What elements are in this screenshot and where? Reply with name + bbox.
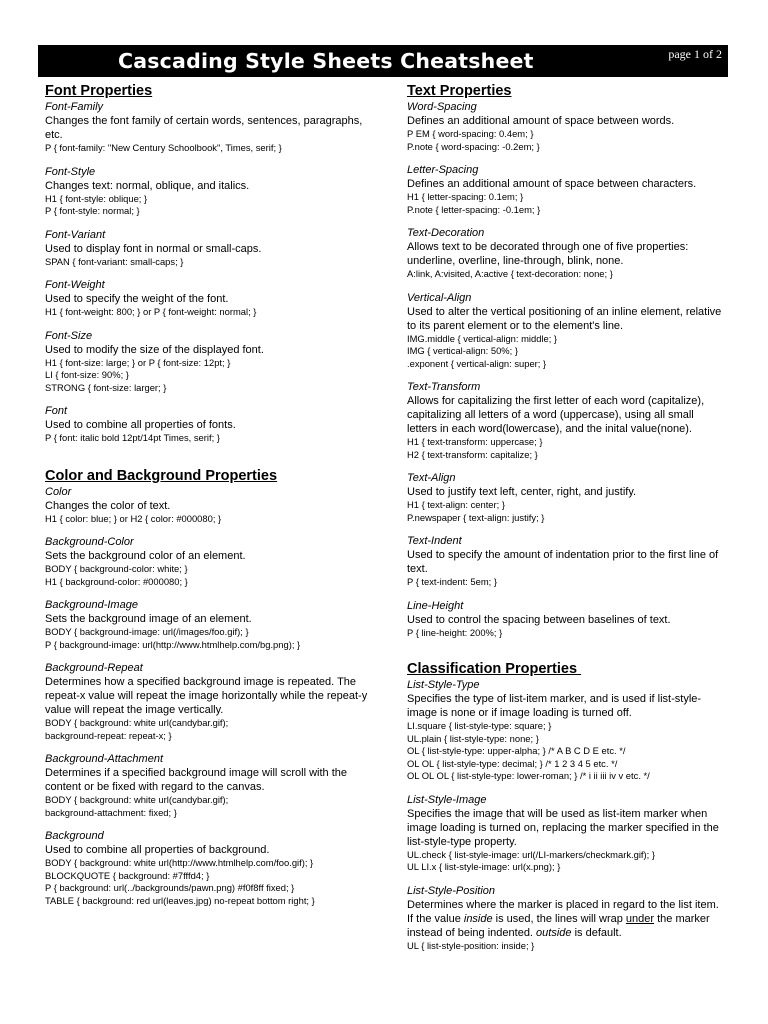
classification-list [407,678,725,952]
right-column [407,83,725,952]
property-name: List-Style-Image [407,793,487,806]
code-example: P { background: url(../backgrounds/pawn.png) #f0f8ff fixed; } [45,882,295,893]
property-description: Allows text to be decorated through one of five properties: underline, overline, line-through, blink, none. [407,241,689,267]
property-name: Background-Repeat [45,662,143,674]
code-example: background-attachment: fixed; } [45,806,177,818]
property-description: Used to control the spacing between baselines of text. [407,613,671,626]
property-name: List-Style-Type [407,679,480,691]
property-name: Color [45,485,72,498]
property-name: Font-Variant [45,228,106,241]
property-block [45,535,377,588]
property-description: Used to alter the vertical positioning of an inline element, relative to its parent element or to the element's line. [407,305,722,332]
property-name: Word-Spacing [407,101,477,113]
code-example: TABLE { background: red url(leaves.jpg) no-repeat bottom right; } [45,894,315,906]
code-example: H1 { font-style: oblique; } [45,192,148,204]
code-example: P { font-family: "New Century Schoolbook", Times, serif; } [45,142,282,153]
code-example: P { font: italic bold 12pt/14pt Times, serif; } [45,432,220,443]
code-example: .exponent { vertical-align: super; } [407,357,547,369]
property-block [407,793,725,874]
property-name: Text-Transform [407,381,481,393]
property-description: Used to specify the weight of the font. [45,293,229,305]
property-name: Vertical-Align [407,291,472,304]
code-example: OL OL { list-style-type: decimal; } /* 1 2 3 4 5 etc. */ [407,757,618,769]
code-example: BLOCKQUOTE { background: #7fffd4; } [45,869,210,881]
property-description: Changes the font family of certain words, sentences, paragraphs, etc. [45,115,363,141]
code-example: H1 { font-weight: 800; } or P { font-weight: normal; } [45,306,257,317]
header-bar [38,45,728,77]
code-example: P EM { word-spacing: 0.4em; } [407,128,534,139]
property-description: Sets the background color of an element. [45,550,246,562]
left-column [45,83,377,907]
font-properties-heading: Font Properties [45,83,153,99]
property-description: Specifies the image that will be used as list-item marker when image loading is turned on, replacing the marker specified in the list-style-type property. [407,807,719,848]
property-name: Background-Attachment [45,753,164,765]
color-background-heading: Color and Background Properties [45,467,278,484]
code-example: H1 { background-color: #000080; } [45,575,188,587]
code-example: P { text-indent: 5em; } [407,576,497,587]
page-number: page 1 of 2 [668,47,722,61]
property-block [407,380,725,461]
property-block [407,884,725,953]
emphasis-text: outside [536,926,572,939]
property-name: Text-Align [407,472,456,484]
code-example: IMG.middle { vertical-align: middle; } [407,332,558,344]
property-description: Defines an additional amount of space between words. [407,115,675,127]
property-block [407,534,725,589]
code-example: SPAN { font-variant: small-caps; } [45,255,184,267]
property-name: Font-Weight [45,279,105,291]
property-block [45,100,377,155]
property-description [407,898,725,940]
code-example: STRONG { font-size: larger; } [45,381,167,393]
property-block [45,165,377,218]
code-example: P { line-height: 200%; } [407,626,503,638]
code-example: UL.plain { list-style-type: none; } [407,732,539,744]
property-block [45,278,377,319]
property-name: Text-Indent [407,535,462,547]
code-example: BODY { background-image: url(/images/foo.gif); } [45,626,249,637]
code-example: UL { list-style-position: inside; } [407,939,535,951]
property-block [45,752,377,819]
property-block [407,599,725,640]
property-description: Determines if a specified background image will scroll with the content or be fixed with regard to the canvas. [45,767,348,793]
description-text: the marker instead of being indented. [407,912,710,939]
code-example: OL { list-style-type: upper-alpha; } /* A B C D E etc. */ [407,745,626,756]
property-description: Used to modify the size of the displayed font. [45,343,264,356]
code-example: H1 { font-size: large; } or P { font-size: 12pt; } [45,356,231,368]
property-name: Background-Color [45,536,134,548]
property-name: Font-Style [45,165,96,178]
code-example: BODY { background: white url(candybar.gif); [45,717,229,728]
property-block [45,661,377,742]
classification-heading: Classification Properties [407,661,582,677]
code-example: P.note { letter-spacing: -0.1em; } [407,203,541,215]
code-example: P.newspaper { text-align: justify; } [407,511,545,523]
property-block [407,226,725,281]
property-block [407,471,725,524]
code-example: BODY { background-color: white; } [45,563,188,574]
property-description: Sets the background image of an element. [45,613,252,625]
property-block [45,829,377,907]
property-name: Background-Image [45,599,138,611]
property-block [45,598,377,651]
description-text: is default. [571,926,622,939]
text-properties-list [407,100,725,639]
code-example: P { background-image: url(http://www.htmlhelp.com/bg.png); } [45,638,301,650]
code-example: UL.check { list-style-image: url(/LI-markers/checkmark.gif); } [407,848,655,860]
property-block [407,291,725,371]
property-name: Background [45,830,104,842]
property-name: Font-Size [45,329,93,342]
property-name: Font-Family [45,101,104,113]
code-example: H1 { text-transform: uppercase; } [407,436,543,447]
property-name: Font [45,405,68,417]
code-example: background-repeat: repeat-x; } [45,729,172,741]
code-example: LI { font-size: 90%; } [45,369,129,380]
emphasis-text: inside [463,912,493,925]
property-block [45,485,377,526]
code-example: H1 { color: blue; } or H2 { color: #000080; } [45,512,222,524]
property-description: Used to display font in normal or small-caps. [45,242,262,255]
property-description: Changes text: normal, oblique, and italics. [45,179,250,192]
property-block [407,678,725,783]
property-name: Text-Decoration [407,227,485,239]
code-example: BODY { background: white url(http://www.htmlhelp.com/foo.gif); } [45,857,314,868]
property-name: List-Style-Position [407,884,496,897]
code-example: UL LI.x { list-style-image: url(x.png); } [407,861,561,872]
underlined-text: under [625,912,655,925]
code-example: P { font-style: normal; } [45,205,140,216]
property-description: Used to specify the amount of indentation prior to the first line of text. [407,549,719,575]
property-description: Determines how a specified background image is repeated. The repeat-x value will repeat the image horizontally while the repeat-y value will repeat the image vertically. [45,676,368,716]
color-background-list [45,485,377,908]
property-description: Changes the color of text. [45,499,171,512]
property-description: Used to combine all properties of fonts. [45,419,236,431]
code-example: IMG { vertical-align: 50%; } [407,345,518,356]
property-block [45,329,377,395]
code-example: P.note { word-spacing: -0.2em; } [407,140,540,152]
property-name: Letter-Spacing [407,164,479,176]
code-example: BODY { background: white url(candybar.gif); [45,794,229,805]
property-description: Specifies the type of list-item marker, and is used if list-style-image is none or if image loading is turned off. [407,693,702,719]
page-title: Cascading Style Sheets Cheatsheet [118,49,534,73]
code-example: LI.square { list-style-type: square; } [407,720,552,731]
property-block [45,228,377,269]
property-description: Defines an additional amount of space between characters. [407,178,697,190]
description-text: is used, the lines will wrap [492,912,626,925]
description-text: Determines where the marker is placed in regard to the list item. If the value [407,898,719,925]
code-example: OL OL OL { list-style-type: lower-roman; } /* i ii iii iv v etc. */ [407,770,650,781]
property-block [407,100,725,153]
font-properties-list [45,100,377,445]
code-example: H1 { text-align: center; } [407,499,505,510]
property-description: Used to combine all properties of background. [45,844,270,856]
property-description: Allows for capitalizing the first letter of each word (capitalize), capitalizing all letters of a word (uppercase), using all small letters in each word(lowercase), and the inital value(none). [407,395,705,435]
code-example: H1 { letter-spacing: 0.1em; } [407,191,524,202]
property-block [45,404,377,445]
code-example: A:link, A:visited, A:active { text-decoration: none; } [407,268,613,279]
text-properties-heading: Text Properties [407,83,512,99]
code-example: H2 { text-transform: capitalize; } [407,448,538,460]
property-block [407,163,725,216]
property-name: Line-Height [407,599,464,612]
property-description: Used to justify text left, center, right, and justify. [407,486,637,498]
